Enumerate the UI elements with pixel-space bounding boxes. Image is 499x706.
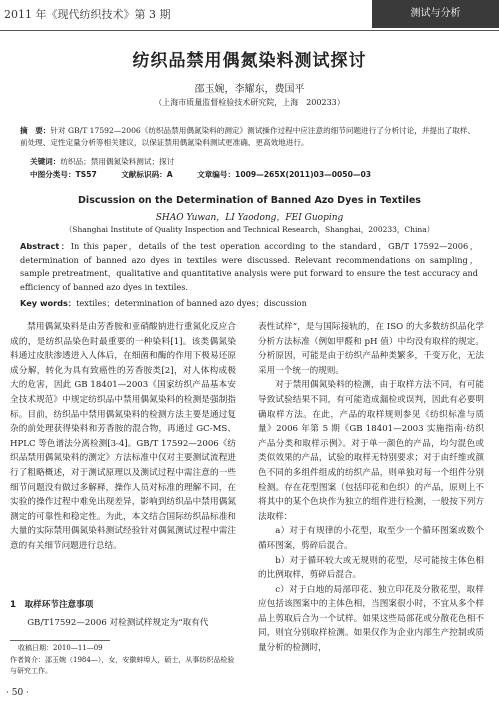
body-paragraph: 表性试样”，是与国际接轨的，在 ISO 的大多数纺织品化学分析方法标准（例如甲醛和 pH 值）中均没有取样的规定。分析原因，可能是由于纺织产品种类繁多，千变万化，无法采用一个统一的规则。	[258, 322, 484, 376]
keywords-en-label: Key words：	[20, 298, 77, 308]
keywords-en	[20, 298, 478, 309]
body-column-right	[258, 320, 484, 656]
doc-code: 文献标识码：A	[121, 170, 173, 179]
keywords-cn-text: 纺织品；禁用偶氮染料测试；探讨	[60, 157, 175, 166]
english-authors: SHAO Yuwan，LI Yaodong，FEI Guoping	[155, 213, 344, 223]
page-number: · 50 ·	[6, 688, 29, 698]
page-header	[0, 0, 499, 28]
header-divider	[0, 30, 499, 31]
body-column-left	[10, 320, 236, 554]
abstract-en-label: Abstract：	[20, 241, 71, 251]
list-item: a）对于有规律的小花型，取至少一个循环图案或数个循环图案，剪碎后混合。	[258, 526, 484, 551]
journal-header: 2011 年《现代纺织技术》第 3 期	[4, 8, 171, 21]
author-bio: 作者简介：邵玉婉（1984—），女，安徽蚌埠人，硕士，从事纺织品检验与研究工作。	[10, 656, 235, 675]
section-heading: 1 取样环节注意事项	[10, 600, 94, 610]
abstract-en-text: In this paper，details of the test operation according to the standard，GB/T 17592—2006，determination of banned azo dyes in textiles were discussed. Relevant recommendations on sampling，sample pretreatment，qualitative and quantitative analysis were put forward to ensure the test accuracy and efficiency of banned azo dyes in textiles.	[20, 241, 478, 292]
classification-meta	[30, 169, 470, 180]
abstract-cn-text: 针对 GB/T 17592—2006《纺织品禁用偶氮染料的测定》测试操作过程中应注意的细节问题进行了分析讨论，并提出了取样、前处理、定性定量分析等相关建议，以保证禁用偶氮染料测试更准确、更高效地进行。	[20, 126, 476, 147]
keywords-cn-label: 关键词：	[30, 157, 61, 166]
section-paragraph: GB/T17592—2006 对检测试样规定为“取有代	[27, 618, 209, 628]
abstract-cn	[20, 125, 475, 149]
abstract-cn-label: 摘 要：	[20, 126, 51, 135]
body-paragraph: 对于禁用偶氮染料的检测，由于取样方法不同，有可能导致试验结果不同，有可能造成漏检或误判，因此有必要明确取样方法。在此，产品的取样规则参见《纺织标准与质量》2006 年第 5 期《GB 18401—2003 实施指南·纺织产品分类和取样示例》。对于单一颜色的产品，均匀混色或类似效果的产品，试验的取样无特别要求；对于由纤维或颜色不同的多组件组成的纺织产品，则单独对每一个组件分别检测。存在花型图案（包括印花和色织）的产品，原则上不将其中的某个色块作为独立的组件进行检测，一般按下列方法取样：	[258, 380, 484, 522]
clc-number: 中图分类号：TS57	[30, 170, 97, 179]
keywords-en-text: textiles；determination of banned azo dyes；discussion	[76, 298, 307, 308]
keywords-cn	[30, 156, 470, 167]
list-item: b）对于循环较大或无规则的花型，尽可能按主体色相的比例取样，剪碎后混合。	[258, 555, 484, 581]
english-affiliation: （Shanghai Institute of Quality Inspection and Technical Research，Shanghai，200233，China）	[64, 225, 435, 234]
received-date: 收稿日期：2010—11—09	[18, 644, 103, 652]
paper-title: 纺织品禁用偶氮染料测试探讨	[132, 51, 367, 71]
body-paragraph: 禁用偶氮染料是由芳香胺和亚硝酸钠进行重氮化反应合成的，是纺织品染色时最重要的一种染料[1]。该类偶氮染料通过皮肤渗透进入人体后，在细菌和酶的作用下极易还原成分解，转化为具有致癌性的芳香胺类[2]，对人体构成极大的危害，因此 GB 18401—2003《国家纺织产品基本安全技术规范》中规定纺织品中禁用偶氮染料的检测是强制指标。目前，纺织品中禁用偶氮染料的检测方法主要是通过复杂的前处理获得染料和芳香胺的混合物，再通过 GC-MS、HPLC 等色谱法分离检测[3-4]。GB/T 17592—2006《纺织品禁用偶氮染料的测定》方法标准中仅对主要测试流程进行了粗略概述，对于测试原理以及测试过程中需注意的一些细节问题没有做过多解释，操作人员对标准的理解不同，在实验的操作过程中难免出现差异，影响到纺织品中禁用偶氮测定的可靠性和稳定性。为此，本文结合国际纺织品标准和大量的实际禁用偶氮染料测试经验针对偶氮测试过程中需注意的有关细节问题进行总结。	[10, 322, 236, 551]
list-item: c）对于白地的局部印花、独立印花及分散花型，取样应包括该图案中的主体色相，当图案很小时，不宜从多个样品上剪取后合为一个试样。如果这些局部花或分散花色相不同，则宜分别取样检测。如果仅作为企业内部生产控制或质量分析的检测时，	[258, 584, 484, 654]
authors: 邵玉婉，李耀东，费国平	[194, 84, 305, 95]
english-title: Discussion on the Determination of Banned Azo Dyes in Textiles	[78, 195, 421, 206]
section-tab: 测试与分析	[372, 0, 499, 28]
footnote-divider	[10, 640, 110, 641]
affiliation: （上海市质量监督检验技术研究院，上海 200233）	[154, 98, 345, 107]
article-number: 文章编号：1009—265X(2011)03—0050—03	[197, 170, 372, 179]
abstract-en	[20, 240, 478, 294]
